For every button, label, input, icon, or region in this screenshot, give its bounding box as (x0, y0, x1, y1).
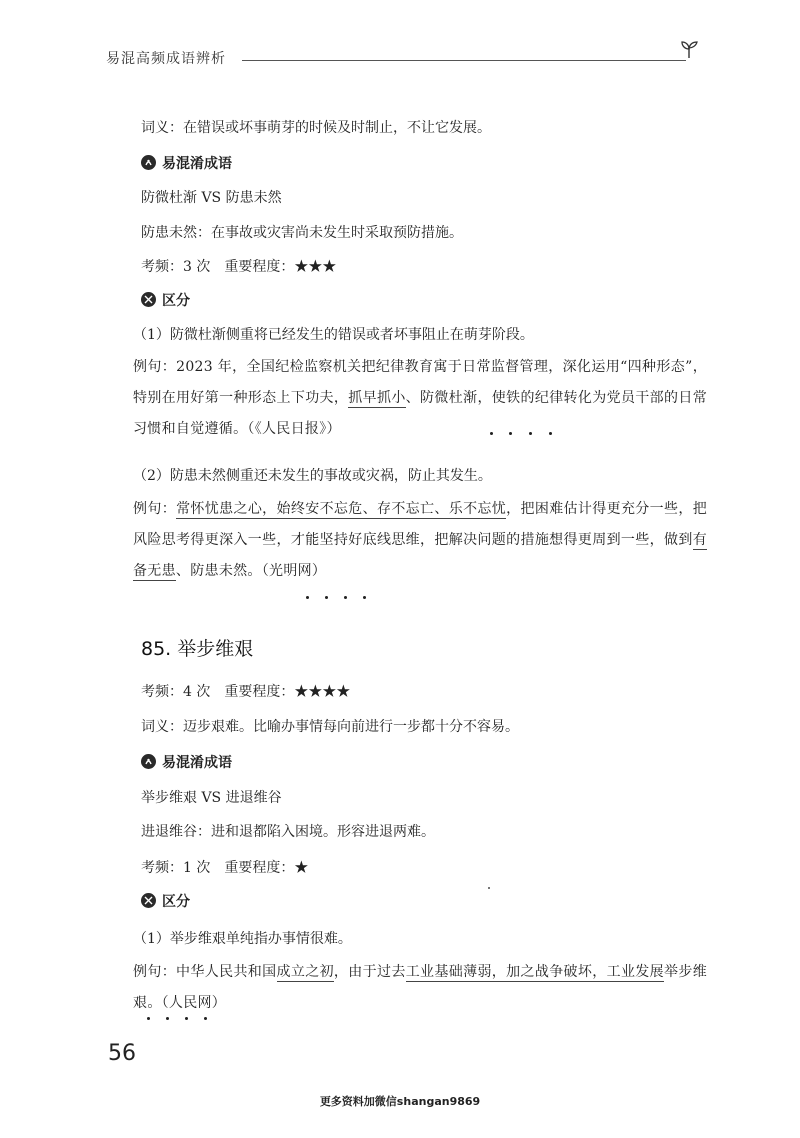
idiom-pair: 举步维艰 VS 进退维谷 (141, 790, 282, 806)
frequency-text: 考频：3 次 重要程度：★★★ (141, 259, 337, 275)
compare-icon (141, 292, 156, 307)
frequency-text: 考频：4 次 重要程度：★★★★ (141, 684, 351, 700)
entry-title: 85. 举步维艰 (141, 638, 254, 660)
emphasized-idiom: 防患未然 (190, 563, 248, 579)
definition-text: 防患未然：在事故或灾害尚未发生时采取预防措施。 (141, 225, 463, 241)
confusable-heading-label: 易混淆成语 (162, 156, 232, 172)
distinguish-heading-label: 区分 (162, 894, 190, 910)
frequency-text: 考频：1 次 重要程度：★ (141, 860, 309, 876)
definition-text: 进退维谷：进和退都陷入困境。形容进退两难。 (141, 824, 435, 840)
example-text: 例句：2023 年，全国纪检监察机关把纪律教育寓于日常监督管理，深化运用“四种形态”，特别在用好第一种形态上下功夫， (133, 359, 707, 406)
example-text: 。（人民网） (147, 995, 227, 1011)
idiom-pair: 防微杜渐 VS 防患未然 (141, 190, 282, 206)
point-2: （2）防患未然侧重还未发生的事故或灾祸，防止其发生。 (133, 468, 492, 484)
example-2 (133, 494, 707, 587)
emphasized-idiom: 举步维艰 (133, 964, 708, 1011)
running-header (106, 44, 700, 70)
example-text: 例句：中华人民共和国 (133, 964, 277, 980)
example-1 (133, 957, 707, 1019)
scan-speck (488, 887, 490, 889)
underlined-phrase: 常怀忧患之心，始终安不忘危、存不忘亡、乐不忘忧 (176, 501, 507, 517)
underlined-phrase: 工业基础薄弱，加之战争破坏，工业发展 (405, 964, 665, 980)
confusion-icon (141, 155, 156, 170)
underlined-phrase: 有备无患 (133, 532, 707, 579)
footer-note: 更多资料加微信shangan9869 (319, 1095, 481, 1108)
example-text: 。（光明网） (247, 563, 327, 579)
point-1: （1）防微杜渐侧重将已经发生的错误或者坏事阻止在萌芽阶段。 (133, 327, 534, 343)
underlined-phrase: 抓早抓小 (348, 390, 406, 406)
separator: 、 (405, 390, 421, 406)
meaning-text: 词义：在错误或坏事萌芽的时候及时制止，不让它发展。 (141, 120, 491, 136)
separator: 、 (175, 563, 191, 579)
example-text: ，由于过去 (333, 964, 406, 980)
underlined-phrase: 成立之初 (276, 964, 334, 980)
example-1 (133, 352, 707, 445)
distinguish-heading (141, 890, 190, 914)
meaning-text: 词义：迈步艰难。比喻办事情每向前进行一步都十分不容易。 (141, 719, 519, 735)
header-rule (242, 60, 686, 61)
distinguish-heading (141, 289, 190, 313)
example-text: 例句： (133, 501, 177, 517)
page-number: 56 (108, 1041, 136, 1066)
confusable-heading (141, 751, 232, 775)
point-1: （1）举步维艰单纯指办事情很难。 (133, 931, 352, 947)
confusable-heading-label: 易混淆成语 (162, 755, 232, 771)
compare-icon (141, 893, 156, 908)
confusable-heading (141, 152, 232, 176)
book-title: 易混高频成语辨析 (106, 51, 226, 67)
example-text: ，使铁的纪律转化为党员干部的日常习惯和自觉遵循。（《人民日报》） (133, 390, 707, 437)
confusion-icon (141, 754, 156, 769)
emphasized-idiom: 防微杜渐 (420, 390, 478, 406)
example-text: ，把困难估计得更充分一些，把风险思考得更深入一些，才能坚持好底线思维，把解决问题的措施想得更周到一些，做到 (133, 501, 708, 548)
distinguish-heading-label: 区分 (162, 293, 190, 309)
sprout-icon (678, 38, 700, 60)
